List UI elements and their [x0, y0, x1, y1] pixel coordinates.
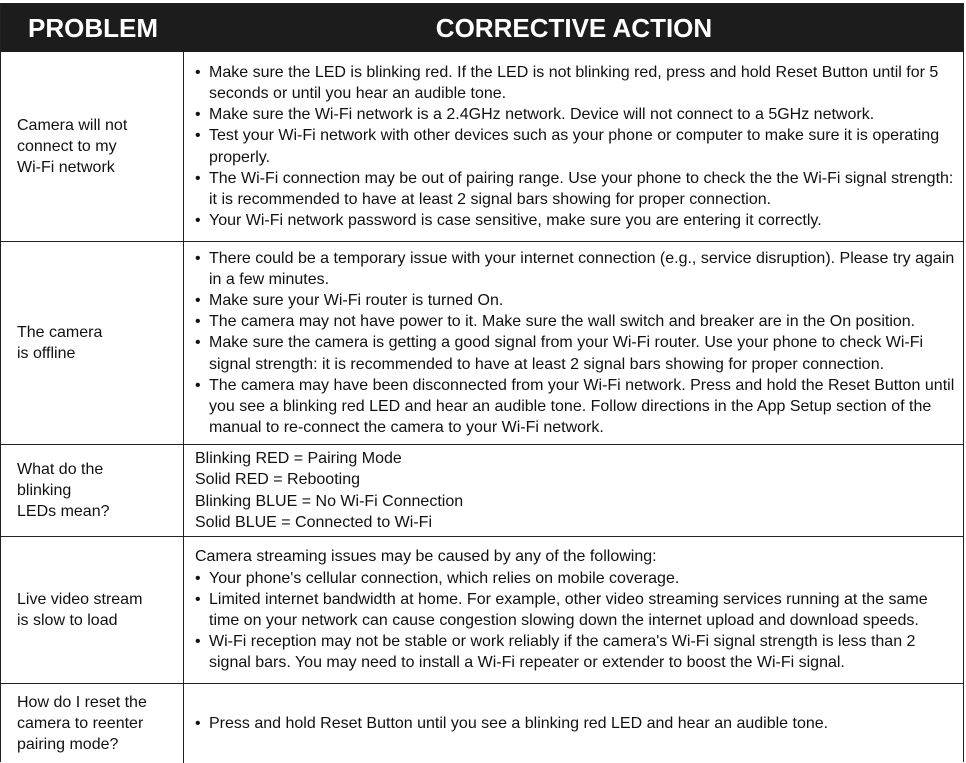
- problem-cell: How do I reset the camera to reenter pairing mode?: [17, 694, 147, 753]
- action-bullet: • Make sure the camera is getting a good signal from your Wi-Fi router. Use your phone to check Wi-Fi signal strength: it is recommended to have at least 2 signal bars showing for proper connection.: [195, 332, 957, 374]
- led-meaning-line: Blinking BLUE = No Wi-Fi Connection: [195, 492, 464, 510]
- action-bullet: • Limited internet bandwidth at home. For example, other video streaming services running at the same time on your network can cause congestion slowing down the internet upload and download speeds.: [195, 589, 957, 631]
- problem-cell: Live video stream is slow to load: [17, 591, 143, 629]
- table-header: [1, 4, 963, 52]
- troubleshooting-table: [0, 3, 964, 762]
- action-cell: [195, 537, 957, 683]
- header-corrective-action: CORRECTIVE ACTION: [435, 13, 713, 43]
- led-meaning-line: Blinking RED = Pairing Mode: [195, 450, 402, 468]
- action-intro: Camera streaming issues may be caused by any of the following:: [195, 548, 657, 566]
- action-bullet: • Wi-Fi reception may not be stable or work reliably if the camera's Wi-Fi signal strength is less than 2 signal bars. You may need to install a Wi-Fi repeater or extender to boost the Wi-Fi signal.: [195, 631, 957, 673]
- problem-cell: Camera will not connect to my Wi-Fi network: [17, 117, 128, 176]
- action-bullet: • Press and hold Reset Button until you see a blinking red LED and hear an audible tone.: [195, 713, 957, 734]
- action-bullet: • Make sure the Wi-Fi network is a 2.4GHz network. Device will not connect to a 5GHz network.: [195, 104, 957, 125]
- action-bullet: • There could be a temporary issue with your internet connection (e.g., service disruption). Please try again in a few minutes.: [195, 248, 957, 290]
- action-bullet: • The camera may not have power to it. Make sure the wall switch and breaker are in the On position.: [195, 311, 957, 332]
- action-bullet: • Your phone's cellular connection, which relies on mobile coverage.: [195, 568, 957, 589]
- action-bullet: • The camera may have been disconnected from your Wi-Fi network. Press and hold the Reset Button until you see a blinking red LED and hear an audible tone. Follow directions in the App Setup section of the manual to re-connect the camera to your Wi-Fi network.: [195, 375, 957, 439]
- action-cell: [195, 52, 957, 241]
- header-problem: PROBLEM: [28, 13, 158, 43]
- problem-cell: What do the blinking LEDs mean?: [17, 461, 110, 520]
- action-cell: [195, 684, 957, 763]
- action-bullet: • Make sure your Wi-Fi router is turned On.: [195, 290, 957, 311]
- column-divider: [183, 52, 184, 763]
- action-bullet: • Test your Wi-Fi network with other devices such as your phone or computer to make sure it is operating properly.: [195, 125, 957, 167]
- action-cell: [195, 242, 957, 444]
- action-bullet: • Make sure the LED is blinking red. If the LED is not blinking red, press and hold Reset Button until for 5 seconds or until you hear an audible tone.: [195, 62, 957, 104]
- problem-cell: The camera is offline: [17, 324, 103, 362]
- led-meaning-line: Solid BLUE = Connected to Wi-Fi: [195, 513, 432, 531]
- action-bullet: • Your Wi-Fi network password is case sensitive, make sure you are entering it correctly.: [195, 210, 957, 231]
- action-bullet: • The Wi-Fi connection may be out of pairing range. Use your phone to check the the Wi-Fi signal strength: it is recommended to have at least 2 signal bars showing for proper connection.: [195, 168, 957, 210]
- action-cell: [195, 445, 957, 536]
- led-meaning-line: Solid RED = Rebooting: [195, 471, 360, 489]
